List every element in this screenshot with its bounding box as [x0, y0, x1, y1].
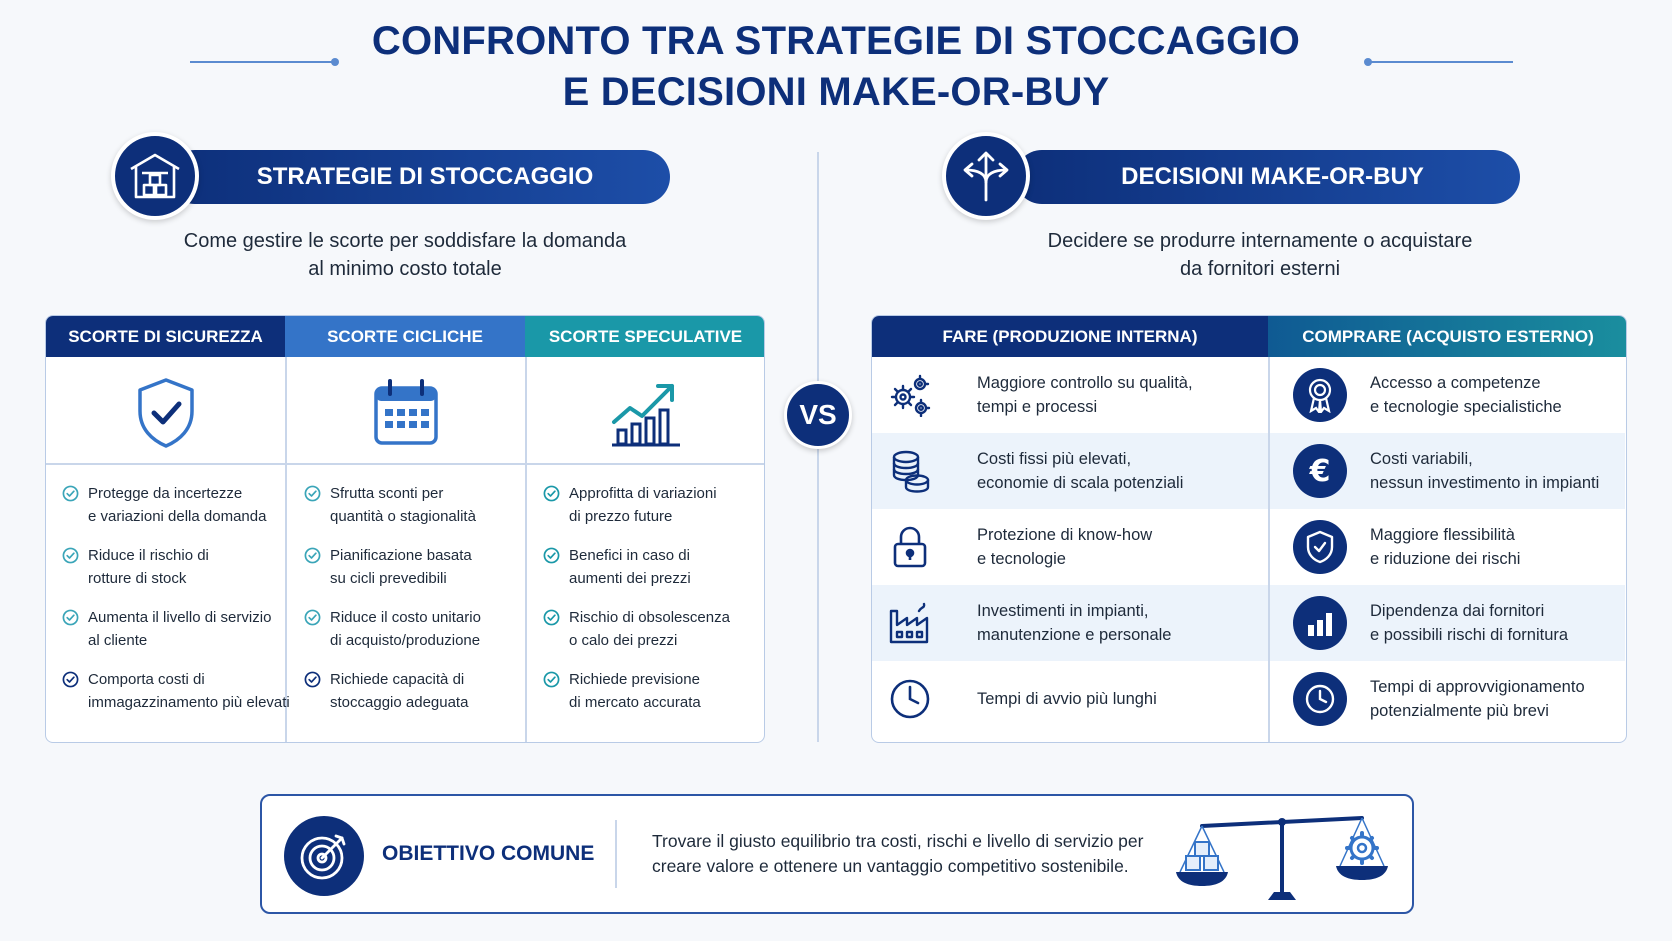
col-header-label: SCORTE SPECULATIVE: [548, 326, 743, 346]
bullet-text: Richiede capacità di stoccaggio adeguata: [330, 671, 469, 711]
goal-text: Trovare il giusto equilibrio tra costi, rischi e livello di servizio per creare valore e ottenere un vantaggio competitivo sostenibile.: [652, 831, 1144, 876]
col-header-make: [872, 316, 1268, 357]
col-header-buy: [1268, 316, 1627, 357]
bullet-text: Pianificazione basata su cicli prevedibili: [330, 547, 472, 587]
check-circle-icon: [543, 609, 560, 626]
buy-text: Accesso a competenze e tecnologie specialistiche: [1370, 374, 1562, 416]
comparison-row: [872, 661, 1625, 737]
title-line-2: E DECISIONI MAKE-OR-BUY: [562, 70, 1110, 114]
check-circle-icon: [62, 485, 79, 502]
bullet-item: [543, 482, 717, 528]
growth-chart-icon: [526, 368, 765, 458]
bullet-item: [304, 482, 476, 528]
factory-icon: [886, 599, 934, 647]
bullet-item: [62, 606, 271, 652]
buy-text: Costi variabili, nessun investimento in impianti: [1370, 450, 1600, 492]
check-circle-icon: [543, 671, 560, 688]
check-circle-icon: [62, 547, 79, 564]
column-separator: [1268, 357, 1270, 743]
bullet-text: Benefici in caso di aumenti dei prezzi: [569, 547, 691, 587]
bullet-text: Richiede previsione di mercato accurata: [569, 671, 701, 711]
bar-chart-icon: [1293, 596, 1347, 650]
check-circle-icon: [62, 609, 79, 626]
check-circle-icon: [304, 671, 321, 688]
warehouse-icon: [111, 132, 199, 220]
makebuy-table: [871, 315, 1627, 743]
bullet-text: Riduce il rischio di rotture di stock: [88, 547, 209, 587]
target-icon: [284, 816, 364, 896]
vs-label: VS: [799, 399, 837, 430]
goal-divider: [615, 820, 617, 888]
shield-icon: [1293, 520, 1347, 574]
check-circle-icon: [304, 485, 321, 502]
bullet-text: Sfrutta sconti per quantità o stagionalità: [330, 485, 476, 525]
comparison-row: [872, 433, 1625, 509]
col-header-speculative: [525, 316, 765, 357]
check-circle-icon: [304, 547, 321, 564]
gears-icon: [886, 371, 934, 419]
bullet-item: [304, 668, 468, 714]
check-circle-icon: [543, 547, 560, 564]
storage-header: [168, 150, 670, 204]
makebuy-header: [1015, 150, 1520, 204]
bullet-text: Approfitta di variazioni di prezzo future: [569, 485, 717, 525]
bullet-item: [543, 668, 701, 714]
bullet-item: [543, 544, 691, 590]
bullet-text: Riduce il costo unitario di acquisto/produzione: [330, 609, 481, 649]
buy-text: Tempi di approvvigionamento potenzialmente più brevi: [1370, 678, 1585, 720]
bullet-item: [62, 482, 266, 528]
vs-badge: [784, 381, 852, 449]
title-decor-right: [1368, 61, 1513, 63]
bullet-item: [304, 544, 472, 590]
bullet-text: Aumenta il livello di servizio al cliente: [88, 609, 272, 649]
make-text: Investimenti in impianti, manutenzione e personale: [977, 602, 1172, 644]
make-text: Tempi di avvio più lunghi: [977, 690, 1157, 708]
storage-header-label: STRATEGIE DI STOCCAGGIO: [256, 163, 594, 190]
make-text: Costi fissi più elevati, economie di scala potenziali: [977, 450, 1184, 492]
split-arrows-icon: [942, 132, 1030, 220]
clock-icon: [1293, 672, 1347, 726]
storage-table: [45, 315, 765, 743]
balance-scale-icon: [1172, 804, 1392, 908]
col-header-safety: [46, 316, 285, 357]
check-circle-icon: [543, 485, 560, 502]
buy-text: Dipendenza dai fornitori e possibili rischi di fornitura: [1370, 602, 1569, 644]
comparison-row: [872, 585, 1625, 661]
col-header-label: COMPRARE (ACQUISTO ESTERNO): [1302, 326, 1594, 346]
bullet-text: Rischio di obsolescenza o calo dei prezzi: [569, 609, 730, 649]
goal-label: OBIETTIVO COMUNE: [382, 842, 595, 865]
col-header-label: SCORTE CICLICHE: [327, 326, 483, 346]
bullet-item: [62, 668, 290, 714]
storage-subtitle: Come gestire le scorte per soddisfare la domanda al minimo costo totale: [183, 230, 627, 280]
euro-icon: €: [1293, 444, 1347, 498]
buy-text: Maggiore flessibilità e riduzione dei rischi: [1370, 526, 1521, 568]
col-header-label: SCORTE DI SICUREZZA: [68, 326, 263, 346]
row-separator: [46, 463, 765, 465]
bullet-text: Protegge da incertezze e variazioni della domanda: [88, 485, 267, 525]
comparison-row: [872, 357, 1625, 433]
make-text: Protezione di know-how e tecnologie: [977, 526, 1153, 568]
page-title: [0, 16, 1672, 118]
make-text: Maggiore controllo su qualità, tempi e processi: [977, 374, 1193, 416]
title-line-1: CONFRONTO TRA STRATEGIE DI STOCCAGGIO: [371, 19, 1301, 63]
coins-icon: [886, 447, 934, 495]
col-header-cycle: [285, 316, 525, 357]
check-circle-icon: [304, 609, 321, 626]
bullet-item: [304, 606, 481, 652]
bullet-item: [62, 544, 209, 590]
calendar-icon: [286, 368, 526, 458]
common-goal-box: [260, 794, 1414, 914]
award-icon: [1293, 368, 1347, 422]
makebuy-subtitle: Decidere se produrre internamente o acquistare da fornitori esterni: [1047, 230, 1473, 280]
bullet-item: [543, 606, 730, 652]
comparison-row: [872, 509, 1625, 585]
title-decor-left: [190, 61, 335, 63]
lock-icon: [886, 523, 934, 571]
check-circle-icon: [62, 671, 79, 688]
clock-icon: [886, 675, 934, 723]
makebuy-header-label: DECISIONI MAKE-OR-BUY: [1121, 163, 1424, 190]
bullet-text: Comporta costi di immagazzinamento più elevati: [88, 671, 290, 711]
shield-check-icon: [46, 368, 286, 458]
col-header-label: FARE (PRODUZIONE INTERNA): [942, 326, 1198, 346]
